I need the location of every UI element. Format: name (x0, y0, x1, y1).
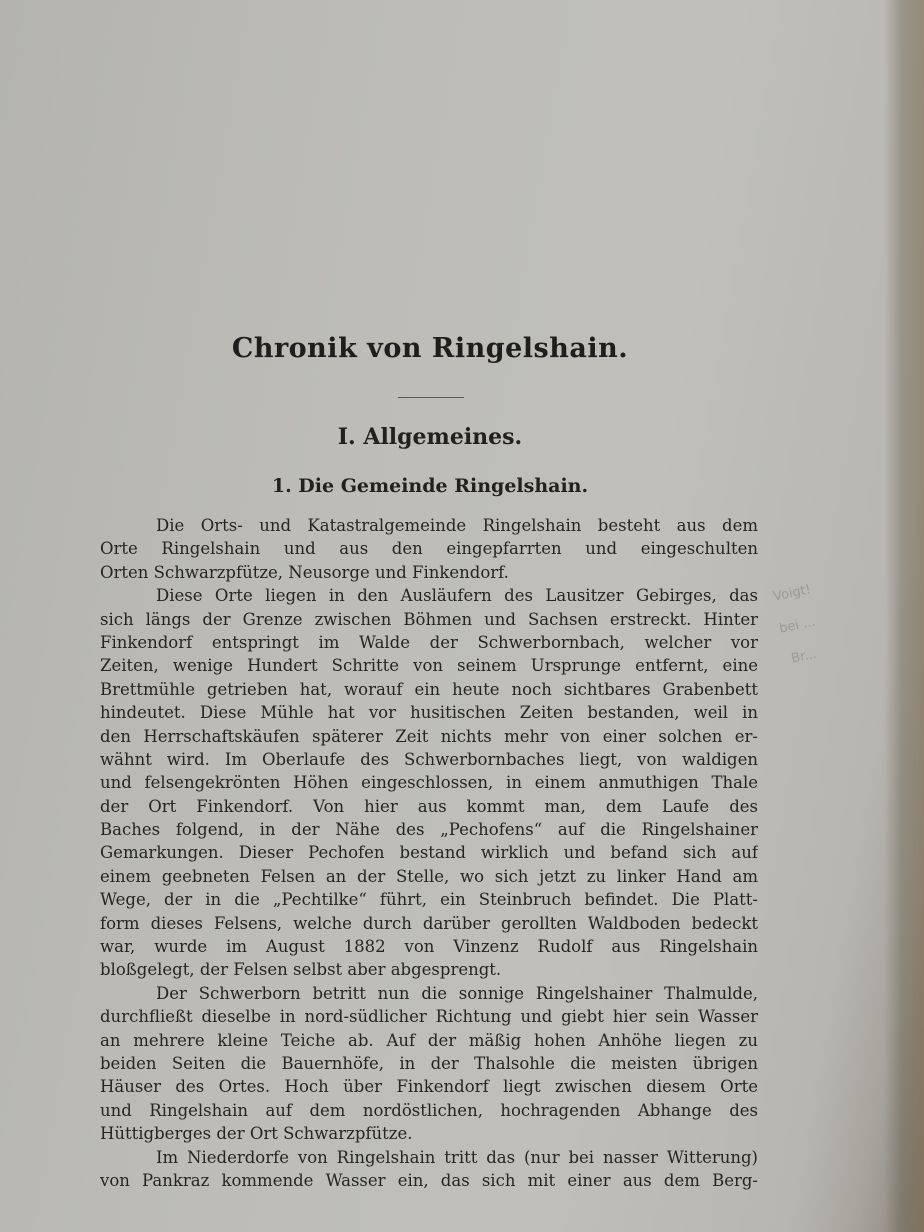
body-text (100, 514, 758, 1192)
text-line: Brettmühle getrieben hat, worauf ein heute noch sichtbares Grabenbett (100, 679, 758, 699)
text-line: den Herrschaftskäufen späterer Zeit nichts mehr von einer solchen er- (100, 726, 758, 746)
text-line: Diese Orte liegen in den Ausläufern des Lausitzer Gebirges, das (156, 586, 758, 606)
text-line: hindeutet. Diese Mühle hat vor husitischen Zeiten bestanden, weil in (100, 703, 758, 723)
title-divider (398, 397, 464, 398)
subsection-heading: 1. Die Gemeinde Ringelshain. (271, 475, 589, 497)
text-line: und Ringelshain auf dem nordöstlichen, hochragenden Abhange des (100, 1100, 758, 1120)
text-line: an mehrere kleine Teiche ab. Auf der mäßig hohen Anhöhe liegen zu (100, 1030, 758, 1050)
book-gutter (884, 0, 924, 1232)
text-line: form dieses Felsens, welche durch darüber gerollten Waldboden bedeckt (100, 913, 758, 933)
text-line: beiden Seiten die Bauernhöfe, in der Thalsohle die meisten übrigen (100, 1053, 758, 1073)
page-title: Chronik von Ringelshain. (231, 333, 629, 364)
text-line: Häuser des Ortes. Hoch über Finkendorf liegt zwischen diesem Orte (100, 1077, 758, 1097)
text-line: Im Niederdorfe von Ringelshain tritt das (nur bei nasser Witterung) (156, 1147, 758, 1167)
text-line: war, wurde im August 1882 von Vinzenz Rudolf aus Ringelshain (100, 937, 758, 957)
text-line: Die Orts- und Katastralgemeinde Ringelshain besteht aus dem (156, 516, 758, 535)
section-heading: I. Allgemeines. (337, 424, 523, 450)
text-line: Orte Ringelshain und aus den eingepfarrten und eingeschulten (100, 539, 758, 559)
text-line: Gemarkungen. Dieser Pechofen bestand wirklich und befand sich auf (100, 843, 758, 863)
text-line: durchfließt dieselbe in nord-südlicher Richtung und giebt hier sein Wasser (100, 1007, 758, 1027)
text-line: Wege, der in die „Pechtilke“ führt, ein Steinbruch befindet. Die Platt- (100, 890, 758, 910)
text-line: einem geebneten Felsen an der Stelle, wo sich jetzt zu linker Hand am (100, 866, 758, 886)
text-line: Finkendorf entspringt im Walde der Schwerbornbach, welcher vor (100, 632, 758, 652)
text-line: sich längs der Grenze zwischen Böhmen und Sachsen erstreckt. Hinter (100, 609, 758, 629)
text-line: Orten Schwarzpfütze, Neusorge und Finkendorf. (100, 562, 509, 582)
margin-annotation: Voigt! (772, 582, 813, 605)
text-line: Zeiten, wenige Hundert Schritte von seinem Ursprunge entfernt, eine (100, 656, 758, 676)
text-line: wähnt wird. Im Oberlaufe des Schwerbornbaches liegt, von waldigen (100, 749, 758, 769)
text-line: Der Schwerborn betritt nun die sonnige Ringelshainer Thalmulde, (156, 983, 758, 1003)
text-line: bloßgelegt, der Felsen selbst aber abgesprengt. (100, 960, 502, 980)
text-line: der Ort Finkendorf. Von hier aus kommt man, dem Laufe des (100, 796, 758, 816)
text-line: von Pankraz kommende Wasser ein, das sich mit einer aus dem Berg- (100, 1170, 758, 1190)
margin-annotation: Br... (790, 646, 819, 667)
margin-annotation: bei ... (778, 614, 817, 637)
text-line: Baches folgend, in der Nähe des „Pechofens“ auf die Ringelshainer (100, 820, 758, 840)
text-line: und felsengekrönten Höhen eingeschlossen, in einem anmuthigen Thale (100, 773, 758, 793)
text-line: Hüttigberges der Ort Schwarzpfütze. (100, 1124, 413, 1144)
